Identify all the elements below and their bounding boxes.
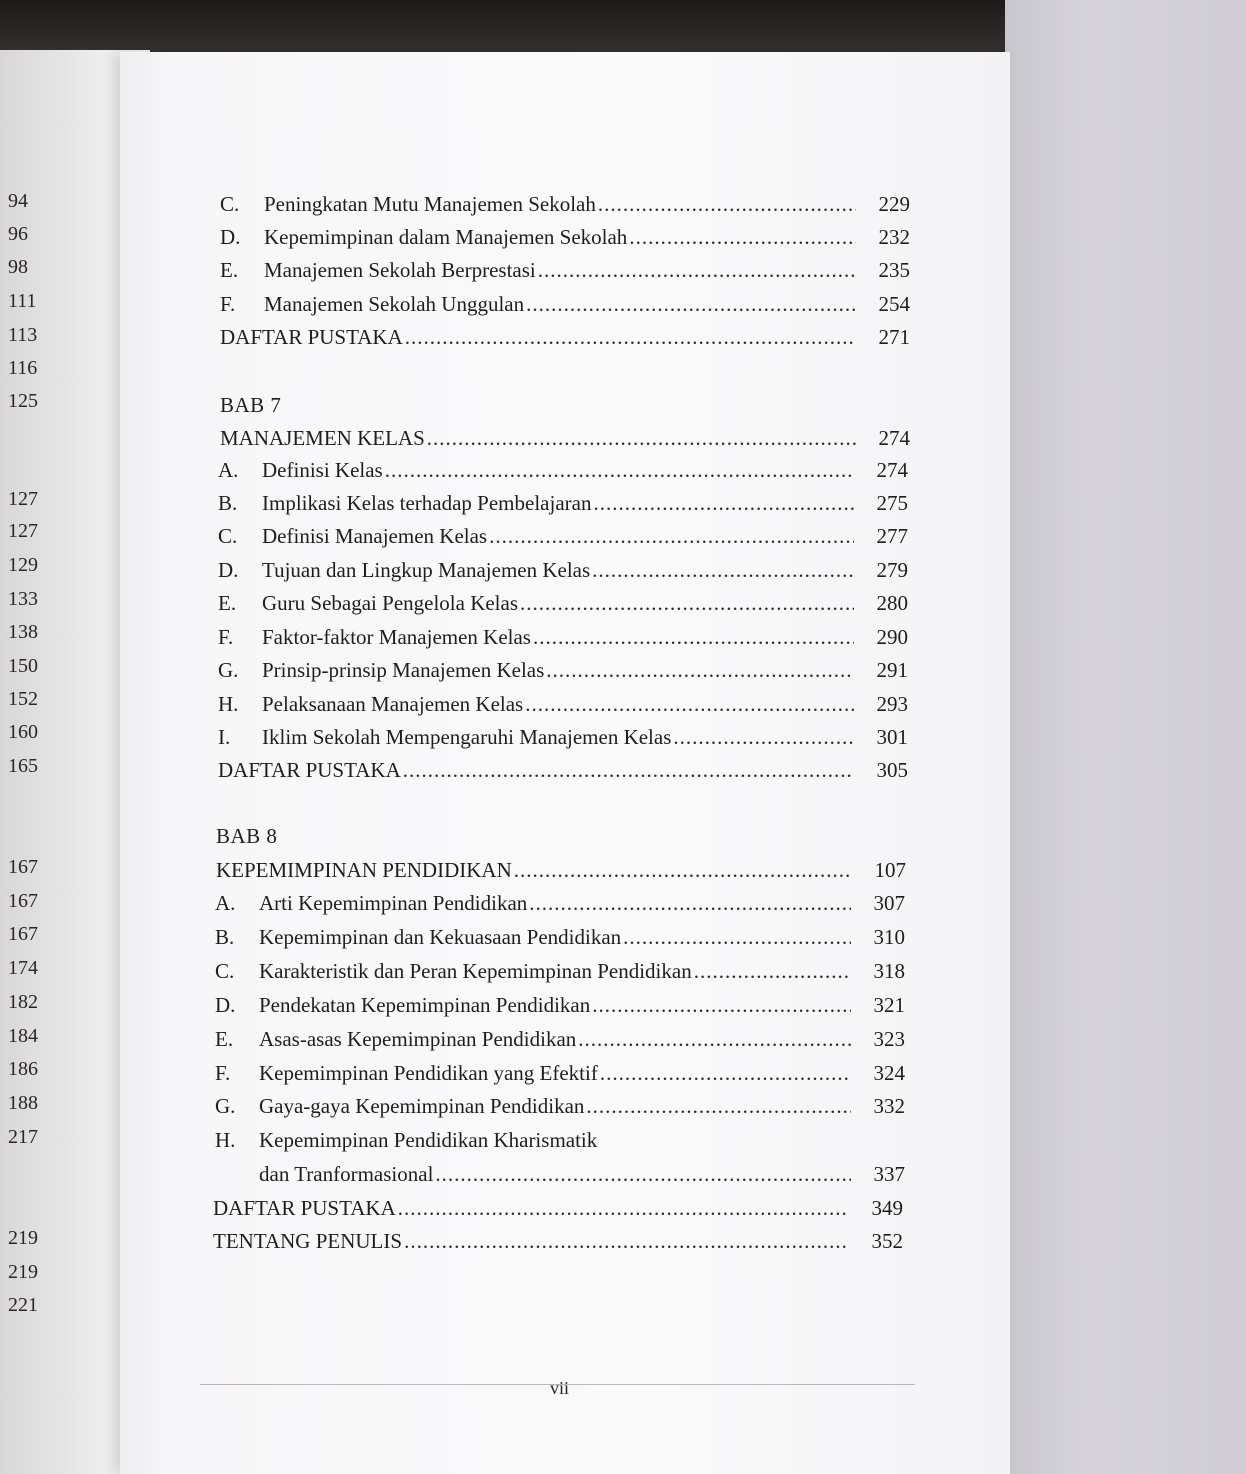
toc-entry[interactable] [218,558,908,588]
entry-letter: C. [218,524,238,548]
entry-title: Manajemen Sekolah Berprestasi [264,258,536,282]
toc-entry[interactable] [215,925,905,955]
entry-page-number: 235 [878,258,910,282]
dot-leader [586,1094,851,1119]
dot-leader [427,426,856,451]
entry-letter: C. [215,959,235,983]
left-page-number: 174 [8,957,38,979]
bab8-heading[interactable] [216,858,906,888]
scan-right-edge [1005,0,1246,1474]
toc-entry[interactable] [220,325,910,355]
toc-entry[interactable] [215,1027,905,1057]
toc-entry[interactable] [218,524,908,554]
entry-page-number: 293 [876,692,908,716]
entry-title: dan Tranformasional [259,1162,434,1186]
left-page-number: 165 [8,755,38,777]
entry-letter: D. [220,225,241,249]
entry-title: Prinsip-prinsip Manajemen Kelas [262,658,545,682]
toc-entry[interactable] [220,225,910,255]
entry-page-number: 274 [876,458,908,482]
dot-leader [592,993,851,1018]
entry-title: Pelaksanaan Manajemen Kelas [262,692,524,716]
entry-title: MANAJEMEN KELAS [220,426,425,450]
dot-leader [526,292,856,317]
entry-title: Implikasi Kelas terhadap Pembelajaran [262,491,592,515]
entry-page-number: 271 [878,325,910,349]
entry-letter: D. [215,993,236,1017]
dot-leader [520,591,854,616]
toc-entry[interactable] [215,959,905,989]
entry-title: Gaya-gaya Kepemimpinan Pendidikan [259,1094,585,1118]
entry-letter: C. [220,192,240,216]
entry-title: DAFTAR PUSTAKA [218,758,401,782]
left-page-number: 127 [8,488,38,510]
entry-letter: H. [215,1128,236,1152]
entry-page-number: 310 [873,925,905,949]
dot-leader [403,758,854,783]
toc-entry[interactable] [215,1128,905,1158]
left-page-number: 98 [8,256,28,278]
dot-leader [435,1162,851,1187]
toc-entry[interactable] [218,758,908,788]
entry-page-number: 349 [871,1196,903,1220]
toc-entry[interactable] [220,292,910,322]
dot-leader [623,925,851,950]
dot-leader [578,1027,851,1052]
left-page-number: 219 [8,1261,38,1283]
entry-title: Arti Kepemimpinan Pendidikan [259,891,528,915]
dot-leader [529,891,851,916]
entry-page-number: 307 [873,891,905,915]
entry-letter: A. [215,891,236,915]
dot-leader [398,1196,849,1221]
left-page-number: 221 [8,1294,38,1316]
bab7-heading[interactable] [220,426,910,456]
entry-letter: G. [218,658,239,682]
entry-title: TENTANG PENULIS [213,1229,403,1253]
toc-entry[interactable] [218,658,908,688]
toc-entry[interactable] [218,725,908,755]
dot-leader [405,325,856,350]
left-page-number: 150 [8,655,38,677]
left-page-number: 167 [8,890,38,912]
entry-title: DAFTAR PUSTAKA [213,1196,396,1220]
toc-entry[interactable] [218,491,908,521]
dot-leader [538,258,856,283]
left-page-number: 113 [8,324,38,346]
toc-entry[interactable] [215,993,905,1023]
entry-title: Karakteristik dan Peran Kepemimpinan Pendidikan [259,959,692,983]
entry-page-number: 290 [876,625,908,649]
toc-entry[interactable] [218,625,908,655]
entry-page-number: 277 [876,524,908,548]
dot-leader [600,1061,851,1086]
entry-title: Asas-asas Kepemimpinan Pendidikan [259,1027,577,1051]
entry-title: Kepemimpinan Pendidikan yang Efektif [259,1061,598,1085]
left-page-number: 167 [8,856,38,878]
dot-leader [525,692,854,717]
left-page-number: 125 [8,390,38,412]
entry-page-number: 318 [873,959,905,983]
entry-letter: B. [215,925,235,949]
entry-title: Kepemimpinan Pendidikan Kharismatik [259,1128,598,1152]
entry-title: Iklim Sekolah Mempengaruhi Manajemen Kelas [262,725,672,749]
entry-letter: E. [218,591,237,615]
left-page-number: 127 [8,520,38,542]
left-page-number: 152 [8,688,38,710]
left-page-number: 219 [8,1227,38,1249]
dot-leader [404,1229,849,1254]
entry-title: Kepemimpinan dan Kekuasaan Pendidikan [259,925,622,949]
entry-title: Faktor-faktor Manajemen Kelas [262,625,531,649]
entry-page-number: 229 [878,192,910,216]
entry-page-number: 321 [873,993,905,1017]
entry-page-number: 107 [874,858,906,882]
entry-title: Guru Sebagai Pengelola Kelas [262,591,519,615]
left-page-number: 133 [8,588,38,610]
entry-title: DAFTAR PUSTAKA [220,325,403,349]
entry-page-number: 291 [876,658,908,682]
dot-leader [546,658,854,683]
entry-title: Definisi Kelas [262,458,383,482]
left-page-number: 217 [8,1126,38,1148]
left-page-number: 116 [8,357,38,379]
entry-page-number: 280 [876,591,908,615]
bab7-label: BAB 7 [220,393,282,417]
toc-page [120,52,1010,1474]
left-page-number: 96 [8,223,28,245]
entry-page-number: 305 [876,758,908,782]
dot-leader [673,725,854,750]
toc-entry[interactable] [218,591,908,621]
dot-leader [514,858,852,883]
dot-leader [533,625,854,650]
entry-letter: F. [218,625,234,649]
entry-page-number: 275 [876,491,908,515]
entry-page-number: 254 [878,292,910,316]
entry-letter: D. [218,558,239,582]
dot-leader [694,959,851,984]
left-page-number: 160 [8,721,38,743]
toc-entry[interactable] [220,192,910,222]
toc-entry[interactable] [215,891,905,921]
entry-page-number: 352 [871,1229,903,1253]
left-page-number: 129 [8,554,38,576]
entry-letter: F. [215,1061,231,1085]
dot-leader [629,225,856,250]
entry-page-number: 324 [873,1061,905,1085]
entry-letter: E. [215,1027,234,1051]
entry-letter: F. [220,292,236,316]
left-page-number: 94 [8,190,28,212]
left-page-number: 111 [8,290,37,312]
toc-entry[interactable] [218,692,908,722]
toc-entry[interactable] [215,1061,905,1091]
dot-leader [592,558,854,583]
entry-page-number: 332 [873,1094,905,1118]
left-page-number: 167 [8,923,38,945]
entry-page-number: 301 [876,725,908,749]
toc-entry[interactable] [220,258,910,288]
left-page-number: 184 [8,1025,38,1047]
left-page-number: 138 [8,621,38,643]
entry-page-number: 337 [873,1162,905,1186]
page-folio: vii [550,1378,570,1398]
dot-leader [598,192,856,217]
toc-end-entry[interactable] [213,1196,903,1226]
entry-page-number: 274 [878,426,910,450]
toc-entry[interactable] [215,1162,905,1192]
dot-leader [593,491,854,516]
entry-letter: E. [220,258,239,282]
entry-title: Pendekatan Kepemimpinan Pendidikan [259,993,591,1017]
toc-end-entry[interactable] [213,1229,903,1259]
entry-title: Kepemimpinan dalam Manajemen Sekolah [264,225,628,249]
dot-leader [385,458,854,483]
entry-title: Peningkatan Mutu Manajemen Sekolah [264,192,596,216]
left-page-number: 186 [8,1058,38,1080]
dot-leader [489,524,854,549]
left-page-number: 188 [8,1092,38,1114]
entry-title: Tujuan dan Lingkup Manajemen Kelas [262,558,591,582]
entry-letter: G. [215,1094,236,1118]
entry-page-number: 279 [876,558,908,582]
entry-letter: A. [218,458,239,482]
entry-letter: B. [218,491,238,515]
entry-title: KEPEMIMPINAN PENDIDIKAN [216,858,512,882]
entry-title: Definisi Manajemen Kelas [262,524,488,548]
entry-title: Manajemen Sekolah Unggulan [264,292,525,316]
toc-entry[interactable] [218,458,908,488]
entry-page-number: 232 [878,225,910,249]
toc-entry[interactable] [215,1094,905,1124]
left-page-number: 182 [8,991,38,1013]
bab8-label: BAB 8 [216,824,278,848]
entry-letter: I. [218,725,231,749]
entry-page-number: 323 [873,1027,905,1051]
entry-letter: H. [218,692,239,716]
